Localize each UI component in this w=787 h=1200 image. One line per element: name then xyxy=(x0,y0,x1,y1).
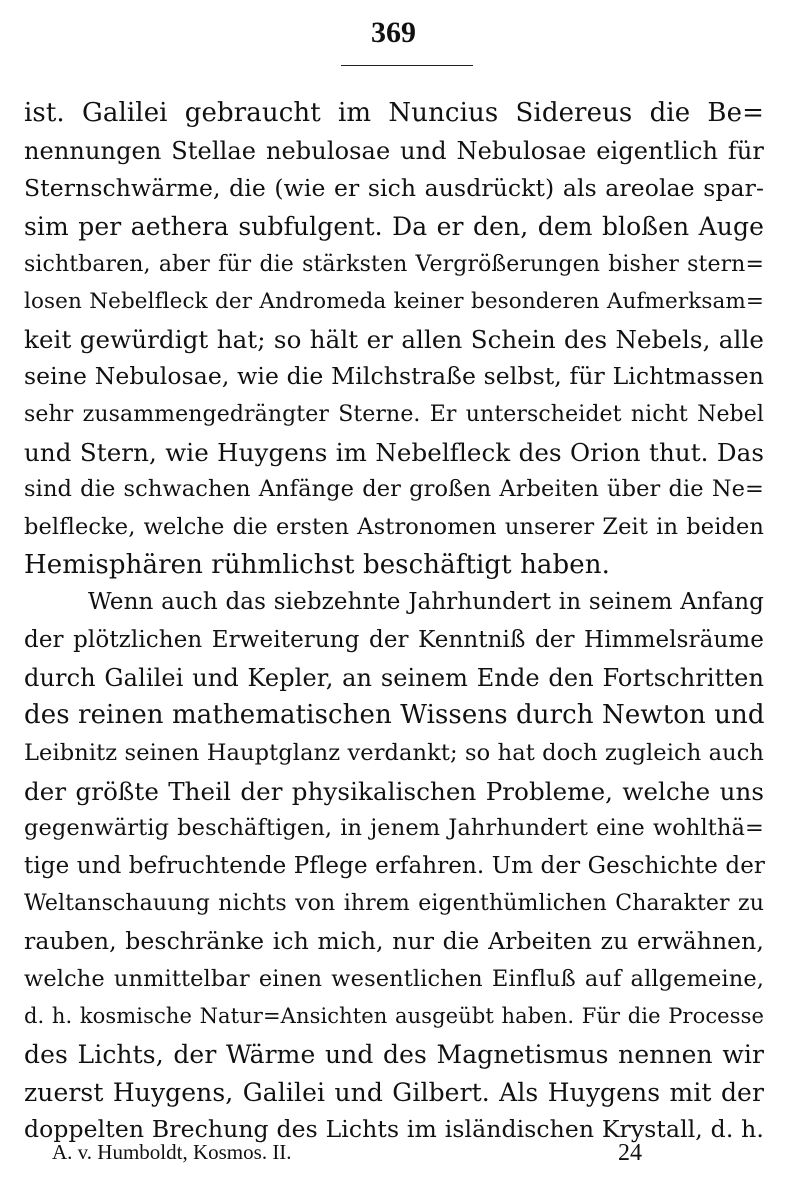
page-number: 369 xyxy=(371,16,416,49)
text-line: gegenwärtig beschäftigen, in jenem Jahrhundert eine wohlthä= xyxy=(24,815,764,842)
text-line: sehr zusammengedrängter Sterne. Er unterscheidet nicht Nebel xyxy=(24,402,764,428)
text-line: sim per aethera subfulgent. Da er den, dem bloßen Auge xyxy=(24,211,764,241)
header-rule xyxy=(341,65,473,66)
body-text xyxy=(24,95,764,1149)
page-footer xyxy=(52,1140,642,1165)
text-line: losen Nebelfleck der Andromeda keiner besonderen Aufmerksam= xyxy=(24,289,764,315)
text-line: sichtbaren, aber für die stärksten Vergrößerungen bisher stern= xyxy=(24,251,764,277)
text-line: nennungen Stellae nebulosae und Nebulosae eigentlich für xyxy=(24,136,764,165)
footer-signature: A. v. Humboldt, Kosmos. II. xyxy=(52,1140,292,1164)
text-line: sind die schwachen Anfänge der großen Arbeiten über die Ne= xyxy=(24,476,764,503)
text-line: tige und befruchtende Pflege erfahren. Um der Geschichte der xyxy=(24,852,766,879)
text-line: durch Galilei und Kepler, an seinem Ende den Fortschritten xyxy=(24,663,764,692)
text-line: des reinen mathematischen Wissens durch Newton und xyxy=(24,700,765,731)
text-line: der größte Theil der physikalischen Probleme, welche uns xyxy=(24,776,764,806)
text-line: der plötzlichen Erweiterung der Kenntniß der Himmelsräume xyxy=(24,626,764,653)
text-line: zuerst Huygens, Galilei und Gilbert. Als Huygens mit der xyxy=(24,1077,764,1107)
sheet-number: 24 xyxy=(618,1140,642,1166)
text-line: Weltanschauung nichts von ihrem eigenthümlichen Charakter zu xyxy=(24,891,764,917)
text-line: belflecke, welche die ersten Astronomen unserer Zeit in beiden xyxy=(24,514,764,541)
text-line: des Lichts, der Wärme und des Magnetismus nennen wir xyxy=(24,1040,764,1070)
text-line: Leibnitz seinen Hauptglanz verdankt; so hat doch zugleich auch xyxy=(24,739,764,766)
paragraph-start-line: Wenn auch das siebzehnte Jahrhundert in seinem Anfang xyxy=(88,589,764,616)
paragraph-end-line: Hemisphären rühmlichst beschäftigt haben. xyxy=(24,549,610,580)
text-line: keit gewürdigt hat; so hält er allen Schein des Nebels, alle xyxy=(24,324,764,354)
text-line: rauben, beschränke ich mich, nur die Arbeiten zu erwähnen, xyxy=(24,927,764,956)
text-line: Sternschwärme, die (wie er sich ausdrückt) als areolae spar- xyxy=(24,174,764,203)
text-line: und Stern, wie Huygens im Nebelfleck des Orion thut. Das xyxy=(24,437,764,467)
text-line: welche unmittelbar einen wesentlichen Einfluß auf allgemeine, xyxy=(24,965,764,992)
text-line: doppelten Brechung des Lichts im isländischen Krystall, d. h. xyxy=(24,1115,764,1144)
text-line: ist. Galilei gebraucht im Nuncius Sidereus die Be= xyxy=(24,98,764,128)
text-line: seine Nebulosae, wie die Milchstraße selbst, für Lichtmassen xyxy=(24,362,764,391)
text-line: d. h. kosmische Natur=Ansichten ausgeübt haben. Für die Processe xyxy=(24,1004,764,1029)
